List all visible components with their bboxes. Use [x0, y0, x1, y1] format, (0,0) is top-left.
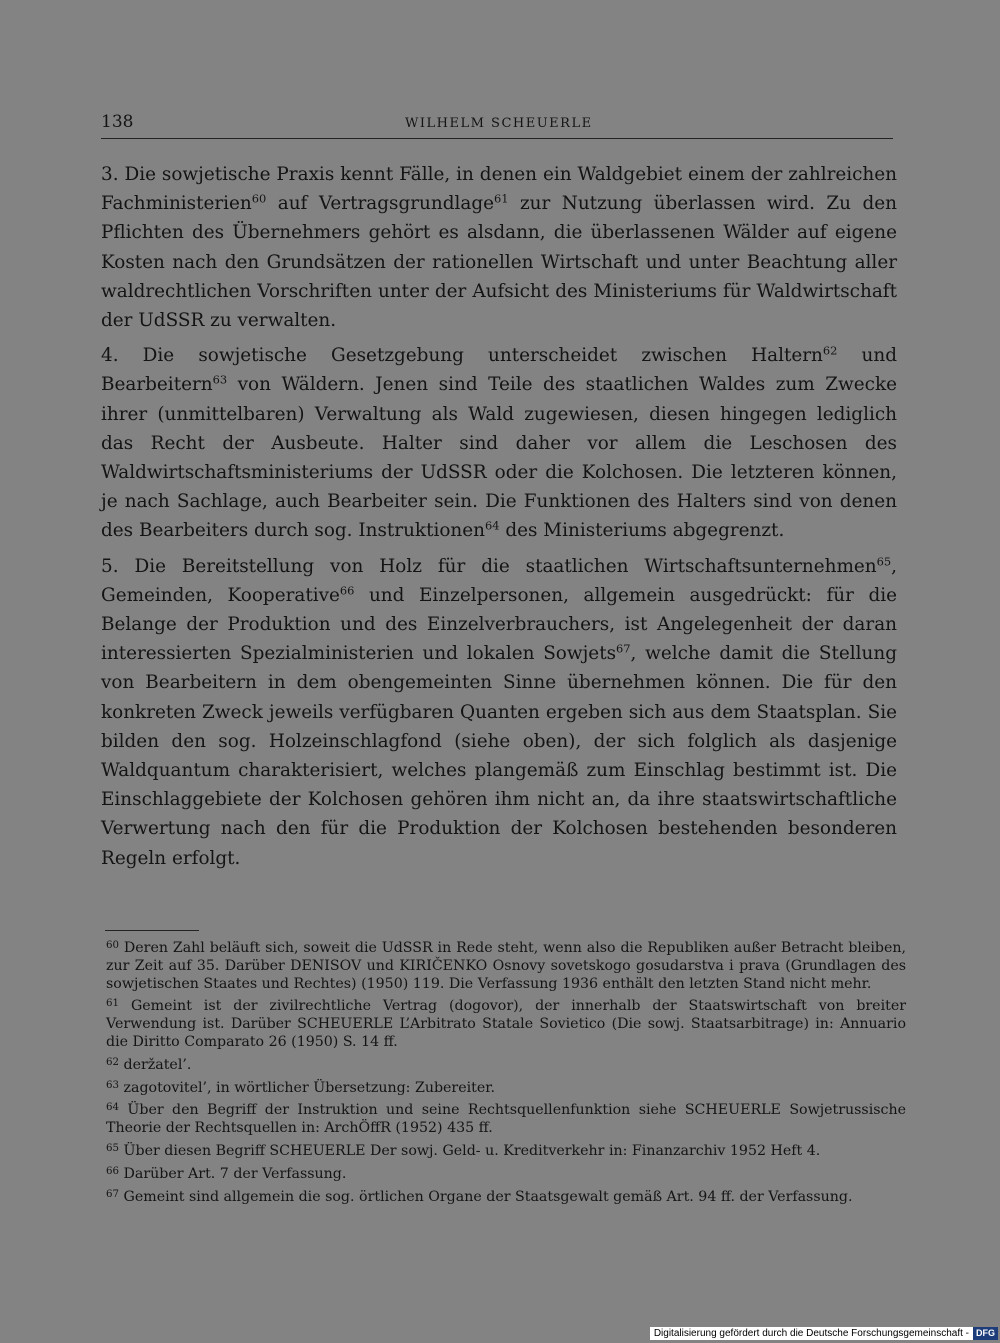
- footnotes: [106, 940, 906, 1211]
- running-head: WILHELM SCHEUERLE: [405, 116, 593, 131]
- paragraph-4: 4. Die sowjetische Gesetzgebung unterscheidet zwischen Haltern$^{62}$ und Bearbeitern$^{63}$ von Wäldern. Jenen sind Teile des staatlichen Waldes zum Zwecke ihrer (unmittelbaren) Verwaltung als Wald zugewiesen, diesen hingegen lediglich das Recht der Ausbeute. Halter sind daher vor allem die Leschosen des Waldwirtschaftsministeriums der UdSSR oder die Kolchosen. Die letzteren können, je nach Sachlage, auch Bearbeiter sein. Die Funktionen des Halters sind von denen des Bearbeiters durch sog. Instruktionen$^{64}$ des Ministeriums abgegrenzt.: [101, 343, 897, 542]
- footnote-65: $^{65}$ Über diesen Begriff SCHEUERLE Der sowj. Geld- u. Kreditverkehr in: Finanzarchiv 1952 Heft 4.: [106, 1142, 821, 1159]
- footnote-60: $^{60}$ Deren Zahl beläuft sich, soweit die UdSSR in Rede steht, wenn also die Republiken außer Betracht bleiben, zur Zeit auf 35. Darüber DENISOV und KIRIČENKO Osnovy sovetskogo gosudarstva i prava (Grundlagen des sowjetischen Staates und Rechtes) (1950) 119. Die Verfassung 1936 enthält den letzten Stand nicht mehr.: [106, 939, 907, 992]
- footnote-ref-66[interactable]: 66: [339, 583, 355, 598]
- footer-text: Digitalisierung gefördert durch die Deutsche Forschungsgemeinschaft -: [653, 1328, 969, 1339]
- page-number: 138: [101, 112, 134, 132]
- footnote-66: $^{66}$ Darüber Art. 7 der Verfassung.: [106, 1165, 347, 1182]
- digitization-footer: [650, 1327, 998, 1340]
- footnote-67: $^{67}$ Gemeint sind allgemein die sog. örtlichen Organe der Staatsgewalt gemäß Art. 94 ff. der Verfassung.: [106, 1188, 853, 1205]
- footnote-ref-67[interactable]: 67: [616, 641, 631, 656]
- dfg-logo: DFG: [973, 1327, 998, 1340]
- paragraph-5: 5. Die Bereitstellung von Holz für die staatlichen Wirtschaftsunternehmen$^{65}$, Gemeinden, Kooperative$^{66}$ und Einzelpersonen, allgemein ausgedrückt: für die Belange der Produktion und des Einzelverbrauchers, ist Angelegenheit der daran interessierten Spezialministerien und lokalen Sowjets$^{67}$, welche damit die Stellung von Bearbeitern in dem obengemeinten Sinne übernehmen können. Die für den konkreten Zweck jeweils verfügbaren Quanten ergeben sich aus dem Staatsplan. Sie bilden den sog. Holzeinschlagfond (siehe oben), der sich folglich als dasjenige Waldquantum charakterisiert, welches plangemäß zum Einschlag bestimmt ist. Die Einschlaggebiete der Kolchosen gehören ihm nicht an, da ihre staatswirtschaftliche Verwertung nach den für die Produktion der Kolchosen bestehenden besonderen Regeln erfolgt.: [101, 554, 897, 869]
- footnote-divider: [105, 930, 199, 931]
- main-text: [101, 160, 897, 879]
- footnote-ref-65[interactable]: 65: [876, 554, 892, 569]
- footnote-ref-63[interactable]: 63: [212, 373, 228, 388]
- footnote-ref-62[interactable]: 62: [822, 343, 838, 358]
- footnote-62: $^{62}$ deržatel’.: [106, 1056, 192, 1073]
- page-header: [101, 112, 893, 139]
- footnote-64: $^{64}$ Über den Begriff der Instruktion und seine Rechtsquellenfunktion siehe SCHEUERLE Sowjetrussische Theorie der Rechtsquellen in: ArchÖffR (1952) 435 ff.: [106, 1102, 906, 1137]
- footnote-ref-64[interactable]: 64: [485, 519, 500, 534]
- paragraph-3: 3. Die sowjetische Praxis kennt Fälle, in denen ein Waldgebiet einem der zahlreichen Fachministerien$^{60}$ auf Vertragsgrundlage$^{61}$ zur Nutzung überlassen wird. Zu den Pflichten des Übernehmers gehört es alsdann, die überlassenen Wälder auf eigene Kosten nach den Grundsätzen der rationellen Wirtschaft und unter Beachtung aller waldrechtlichen Vorschriften unter der Aufsicht des Ministeriums für Waldwirtschaft der UdSSR zu verwalten.: [101, 164, 897, 332]
- footnote-61: $^{61}$ Gemeint ist der zivilrechtliche Vertrag (dogovor), der innerhalb der Staatswirtschaft von breiter Verwendung ist. Darüber SCHEUERLE L’Arbitrato Statale Sovietico (Die sowj. Staatsarbitrage) in: Annuario die Diritto Comparato 26 (1950) S. 14 ff.: [106, 998, 906, 1050]
- footnote-ref-60[interactable]: 60: [251, 191, 267, 206]
- footnote-ref-61[interactable]: 61: [493, 191, 509, 206]
- footnote-63: $^{63}$ zagotovitel’, in wörtlicher Übersetzung: Zubereiter.: [106, 1079, 495, 1096]
